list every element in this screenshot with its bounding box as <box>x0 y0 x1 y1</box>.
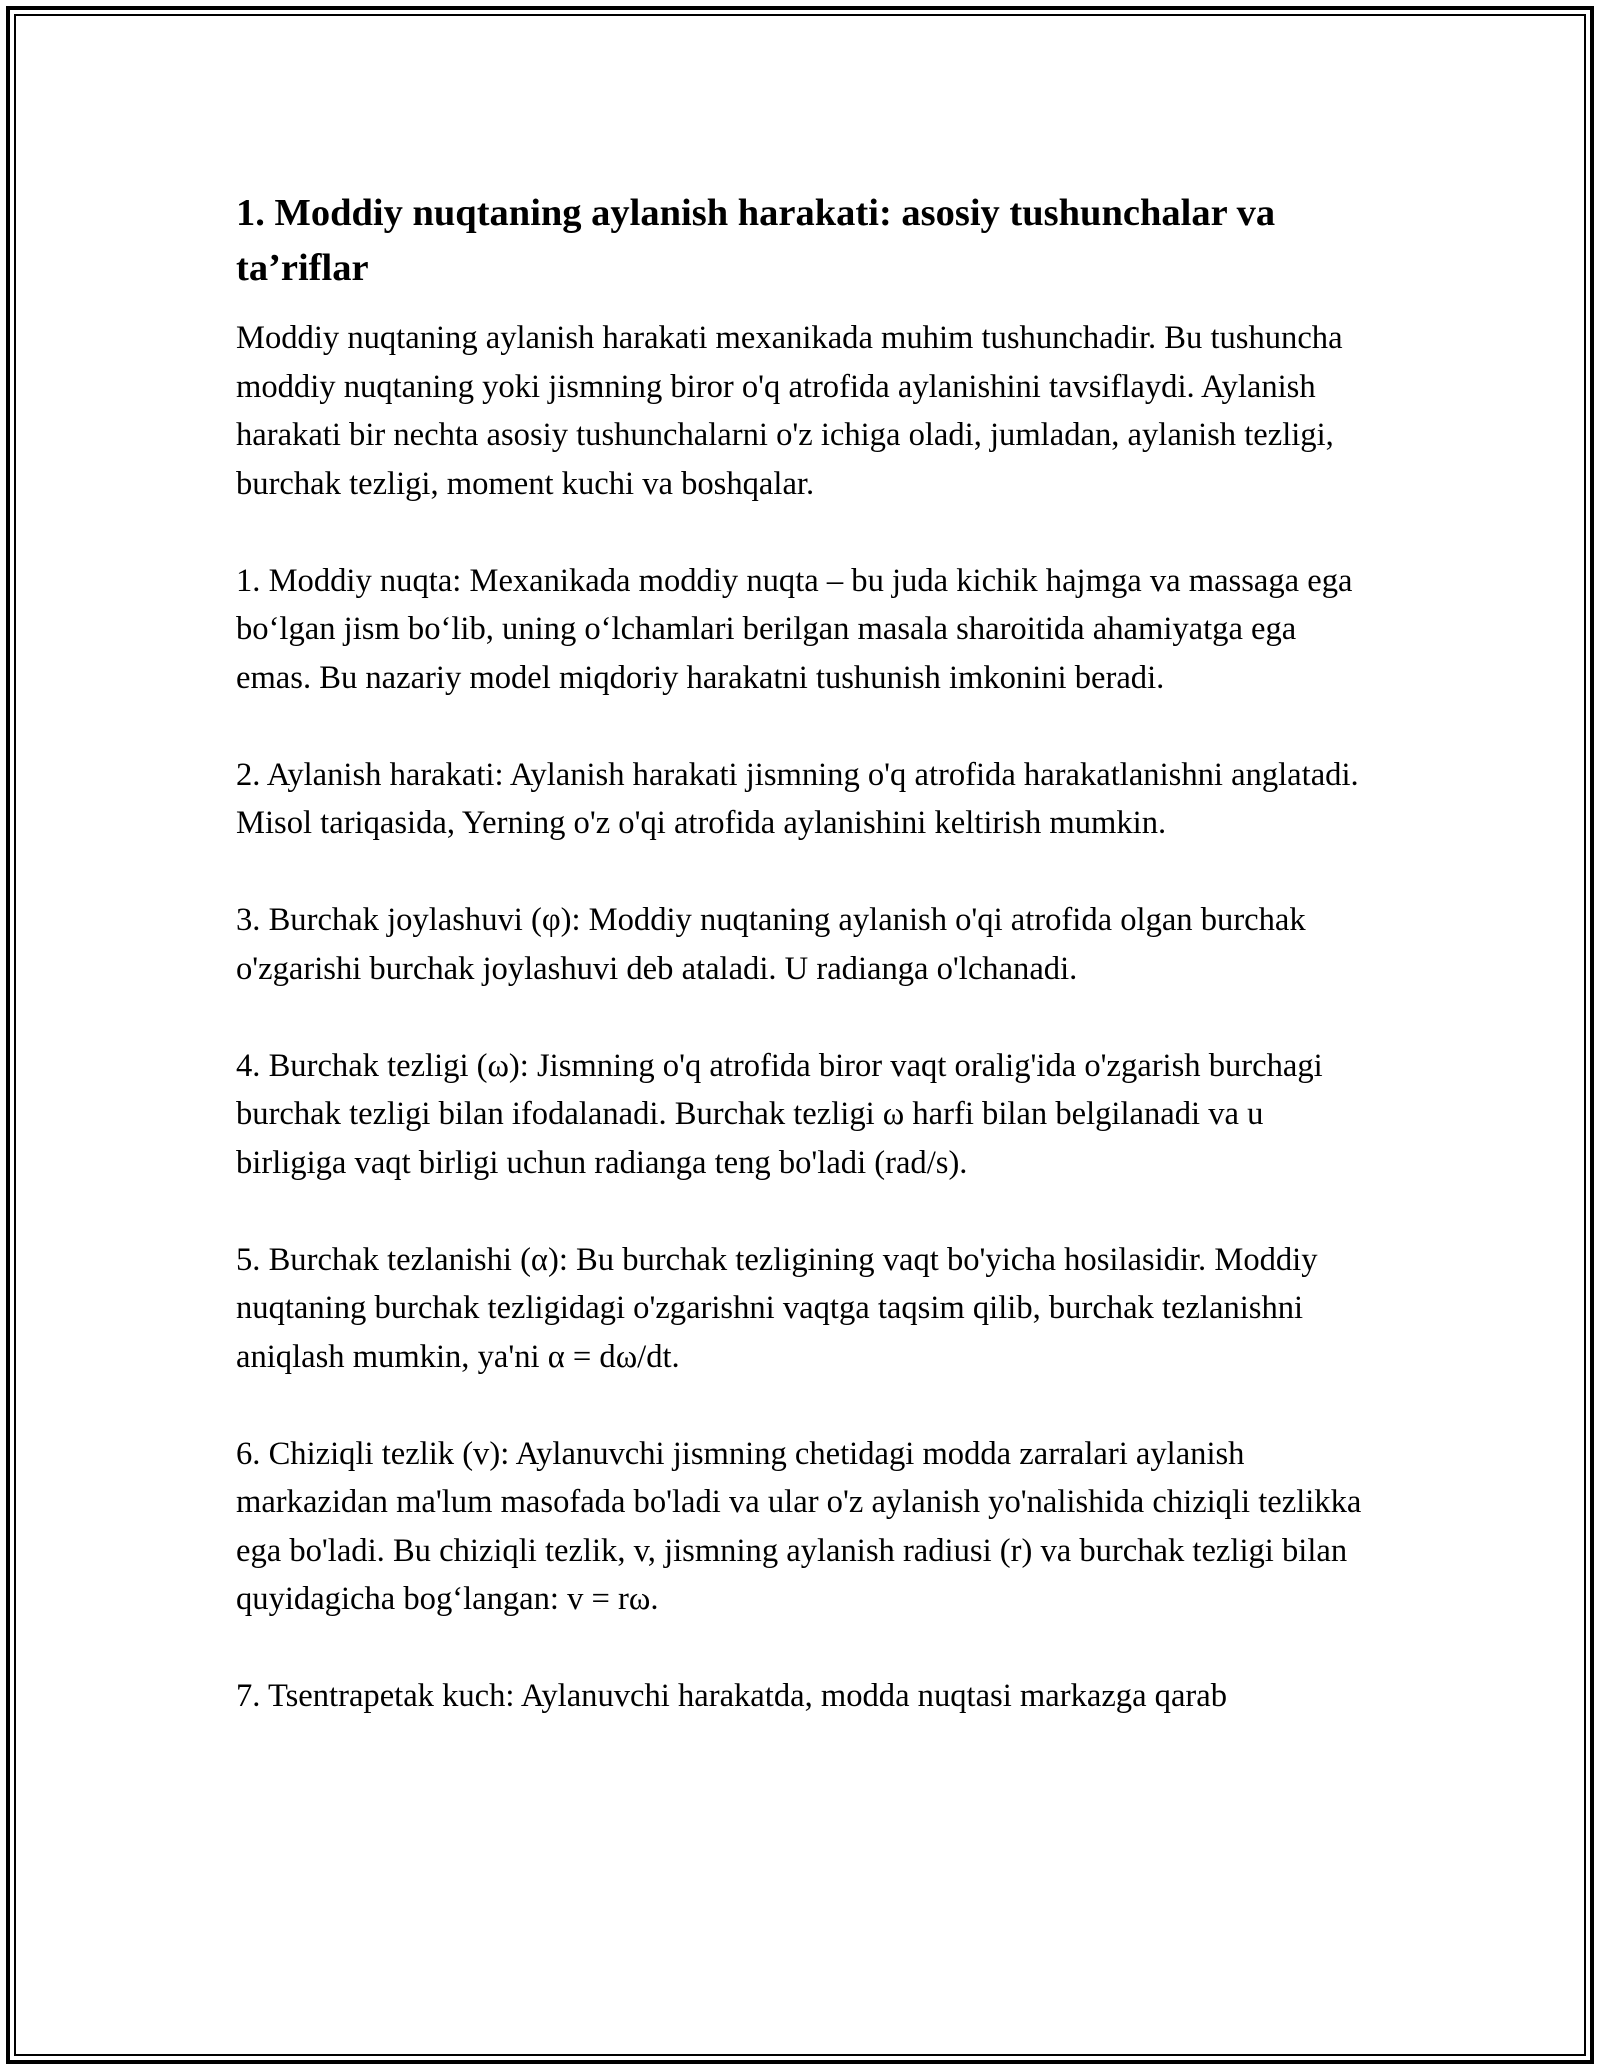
paragraph-moddiy-nuqta: 1. Moddiy nuqta: Mexanikada moddiy nuqta – bu juda kichik hajmga va massaga ega bo‘lgan jism bo‘lib, uning o‘lchamlari berilgan masala sharoitida ahamiyatga ega emas. Bu nazariy model miqdoriy harakatni tushunish imkonini beradi. <box>236 562 1353 696</box>
paragraph-chiziqli-tezlik: 6. Chiziqli tezlik (v): Aylanuvchi jismning chetidagi modda zarralari aylanish markazidan ma'lum masofada bo'ladi va ular o'z aylanish yo'nalishida chiziqli tezlikka ega bo'ladi. Bu chiziqli tezlik, v, jismning aylanish radiusi (r) va burchak tezligi bilan quyidagicha bog‘langan: v = rω. <box>236 1435 1362 1617</box>
document-body <box>236 186 1366 1769</box>
paragraph-burchak-tezlanishi: 5. Burchak tezlanishi (α): Bu burchak tezligining vaqt bo'yicha hosilasidir. Moddiy nuqtaning burchak tezligidagi o'zgarishni vaqtga taqsim qilib, burchak tezlanishni aniqlash mumkin, ya'ni α = dω/dt. <box>236 1241 1318 1375</box>
paragraph-aylanish-harakati: 2. Aylanish harakati: Aylanish harakati jismning o'q atrofida harakatlanishni anglatadi. Misol tariqasida, Yerning o'z o'qi atrofida aylanishini keltirish mumkin. <box>236 756 1359 841</box>
document-title: 1. Moddiy nuqtaning aylanish harakati: asosiy tushunchalar va ta’riflar <box>236 192 1276 289</box>
paragraph-burchak-joylashuvi: 3. Burchak joylashuvi (φ): Moddiy nuqtaning aylanish o'qi atrofida olgan burchak o'zgarishi burchak joylashuvi deb ataladi. U radianga o'lchanadi. <box>236 902 1306 987</box>
paragraph-intro: Moddiy nuqtaning aylanish harakati mexanikada muhim tushunchadir. Bu tushuncha moddiy nuqtaning yoki jismning biror o'q atrofida aylanishini tavsiflaydi. Aylanish harakati bir nechta asosiy tushunchalarni o'z ichiga oladi, jumladan, aylanish tezligi, burchak tezligi, moment kuchi va boshqalar. <box>236 320 1343 502</box>
paragraph-burchak-tezligi: 4. Burchak tezligi (ω): Jismning o'q atrofida biror vaqt oralig'ida o'zgarish burchagi burchak tezligi bilan ifodalanadi. Burchak tezligi ω harfi bilan belgilanadi va u birligiga vaqt birligi uchun radianga teng bo'ladi (rad/s). <box>236 1047 1323 1181</box>
paragraph-tsentrapetak-kuch: 7. Tsentrapetak kuch: Aylanuvchi harakatda, modda nuqtasi markazga qarab <box>236 1678 1228 1714</box>
